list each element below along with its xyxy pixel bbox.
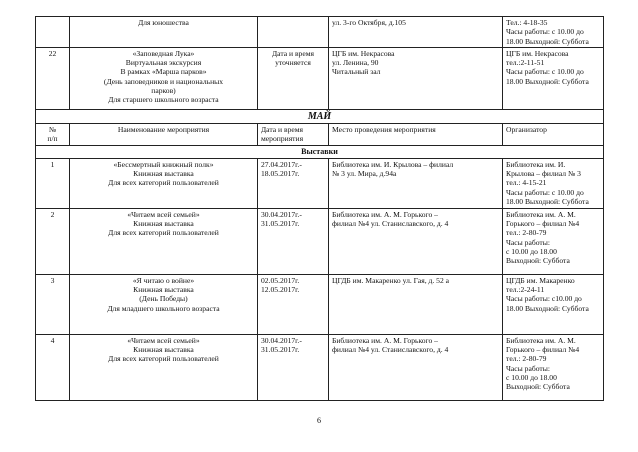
- org-line: ЦГДБ им. Макаренко: [506, 275, 575, 285]
- org-line: Часы работы: с 10.00 до: [506, 27, 584, 37]
- event-date: [258, 17, 329, 48]
- org-line: тел.: 2-80-79: [506, 354, 547, 364]
- table-row: [36, 17, 604, 48]
- org-line: тел.: 4-15-21: [506, 178, 547, 188]
- date-line: 18.05.2017г.: [261, 169, 300, 179]
- schedule-table: [35, 16, 604, 401]
- event-date: [258, 158, 329, 208]
- title-line: Для юношества: [138, 18, 189, 27]
- row-number: 22: [36, 47, 70, 109]
- org-line: 18.00 Выходной: Суббота: [506, 303, 589, 313]
- title-line: Книжная выставка: [133, 345, 194, 355]
- table-row: [36, 47, 604, 109]
- row-number: [36, 17, 70, 48]
- row-number: 2: [36, 208, 70, 274]
- table-row: [36, 208, 604, 274]
- date-line: 12.05.2017г.: [261, 285, 300, 295]
- date-line: 30.04.2017г.-: [261, 335, 302, 345]
- event-place: [329, 17, 503, 48]
- event-organizer: [503, 334, 604, 400]
- place-line: Читальный зал: [332, 67, 381, 77]
- org-line: 18.00 Выходной: Суббота: [506, 76, 589, 86]
- header-line: п/п: [47, 134, 58, 144]
- place-line: Библиотека им. И. Крылова – филиал: [332, 159, 454, 169]
- date-line: Дата и время: [271, 48, 315, 58]
- org-line: тел.:2-11-51: [506, 58, 545, 68]
- place-line: ул. 3-го Октября, д.105: [332, 18, 406, 27]
- event-organizer: [503, 17, 604, 48]
- place-line: ул. Ленина, 90: [332, 58, 379, 68]
- place-line: филиал №4 ул. Станиславского, д. 4: [332, 219, 449, 229]
- title-line: «Я читаю о войне»: [132, 275, 195, 285]
- date-line: 31.05.2017г.: [261, 219, 300, 229]
- event-title: [70, 47, 258, 109]
- org-line: 18.00 Выходной: Суббота: [506, 197, 589, 207]
- event-organizer: [503, 208, 604, 274]
- title-line: В рамках «Марша парков»: [120, 67, 207, 77]
- org-line: Часы работы: с 10.00 до: [506, 67, 584, 77]
- place-line: филиал №4 ул. Станиславского, д. 4: [332, 345, 449, 355]
- title-line: «Читаем всей семьей»: [127, 335, 200, 345]
- row-number: 3: [36, 274, 70, 334]
- event-date: [258, 274, 329, 334]
- date-line: 31.05.2017г.: [261, 345, 300, 355]
- org-line: тел.:2-24-11: [506, 285, 545, 295]
- title-line: Книжная выставка: [133, 285, 194, 295]
- event-title: [70, 274, 258, 334]
- title-line: Виртуальная экскурсия: [125, 58, 202, 68]
- table-row: [36, 274, 604, 334]
- org-line: Часы работы: с10.00 до: [506, 294, 582, 304]
- header-organizer: Организатор: [503, 123, 604, 145]
- org-line: Горького – филиал №4: [506, 219, 580, 229]
- title-line: парков): [151, 86, 176, 96]
- org-line: Часы работы: с 10.00 до: [506, 187, 584, 197]
- event-organizer: [503, 47, 604, 109]
- row-number: 1: [36, 158, 70, 208]
- org-line: Горького – филиал №4: [506, 345, 580, 355]
- event-title: [70, 208, 258, 274]
- title-line: (День Победы): [139, 294, 188, 304]
- header-title: Наименование мероприятия: [70, 123, 258, 145]
- date-line: уточняется: [275, 58, 311, 68]
- title-line: Для всех категорий пользователей: [108, 178, 219, 188]
- place-line: № 3 ул. Мира, д.94а: [332, 169, 397, 179]
- org-line: с 10.00 до 18.00: [506, 247, 557, 257]
- org-line: Библиотека им. А. М.: [506, 209, 576, 219]
- org-line: с 10.00 до 18.00: [506, 373, 557, 383]
- title-line: Для старшего школьного возраста: [108, 95, 219, 105]
- event-date: [258, 334, 329, 400]
- header-date: [258, 123, 329, 145]
- page-number: 6: [317, 416, 321, 425]
- title-line: «Заповедная Лука»: [132, 48, 195, 58]
- header-line: мероприятия: [261, 134, 304, 144]
- header-line: Дата и время: [261, 124, 304, 134]
- org-line: Тел.: 4-18-35: [506, 18, 548, 27]
- header-place: Место проведения мероприятия: [329, 123, 503, 145]
- title-line: Для всех категорий пользователей: [108, 228, 219, 238]
- header-row: [36, 123, 604, 145]
- title-line: Для младшего школьного возраста: [107, 303, 220, 313]
- place-line: ЦГБ им. Некрасова: [332, 48, 395, 58]
- org-line: Библиотека им. А. М.: [506, 335, 576, 345]
- row-number: 4: [36, 334, 70, 400]
- org-line: 18.00 Выходной: Суббота: [506, 36, 589, 46]
- header-line: №: [48, 124, 57, 134]
- event-place: [329, 274, 503, 334]
- org-line: Выходной: Суббота: [506, 382, 570, 392]
- title-line: Книжная выставка: [133, 169, 194, 179]
- title-line: «Бессмертный книжный полк»: [113, 159, 214, 169]
- month-title: МАЙ: [36, 109, 604, 123]
- place-line: Библиотека им. А. М. Горького –: [332, 335, 438, 345]
- event-date: [258, 47, 329, 109]
- event-organizer: [503, 158, 604, 208]
- event-date: [258, 208, 329, 274]
- header-number: [36, 123, 70, 145]
- section-row: [36, 145, 604, 158]
- event-place: [329, 334, 503, 400]
- title-line: Книжная выставка: [133, 219, 194, 229]
- date-line: 02.05.2017г.: [261, 275, 300, 285]
- title-line: Для всех категорий пользователей: [108, 354, 219, 364]
- title-line: «Читаем всей семьей»: [127, 209, 200, 219]
- event-place: [329, 47, 503, 109]
- section-title: Выставки: [36, 145, 604, 158]
- org-line: Крылова – филиал № 3: [506, 169, 581, 179]
- event-title: [70, 334, 258, 400]
- org-line: Часы работы:: [506, 363, 550, 373]
- event-place: [329, 208, 503, 274]
- org-line: Библиотека им. И.: [506, 159, 566, 169]
- event-place: [329, 158, 503, 208]
- place-line: ЦГДБ им. Макаренко ул. Гая, д. 52 а: [332, 275, 450, 285]
- org-line: ЦГБ им. Некрасова: [506, 48, 569, 58]
- title-line: (День заповедников и национальных: [103, 76, 224, 86]
- org-line: тел.: 2-80-79: [506, 228, 547, 238]
- org-line: Часы работы:: [506, 237, 550, 247]
- place-line: Библиотека им. А. М. Горького –: [332, 209, 438, 219]
- event-title: [70, 17, 258, 48]
- date-line: 27.04.2017г.-: [261, 159, 302, 169]
- table-row: [36, 334, 604, 400]
- date-line: 30.04.2017г.-: [261, 209, 302, 219]
- month-row: [36, 109, 604, 123]
- table-row: [36, 158, 604, 208]
- event-title: [70, 158, 258, 208]
- event-organizer: [503, 274, 604, 334]
- org-line: Выходной: Суббота: [506, 256, 570, 266]
